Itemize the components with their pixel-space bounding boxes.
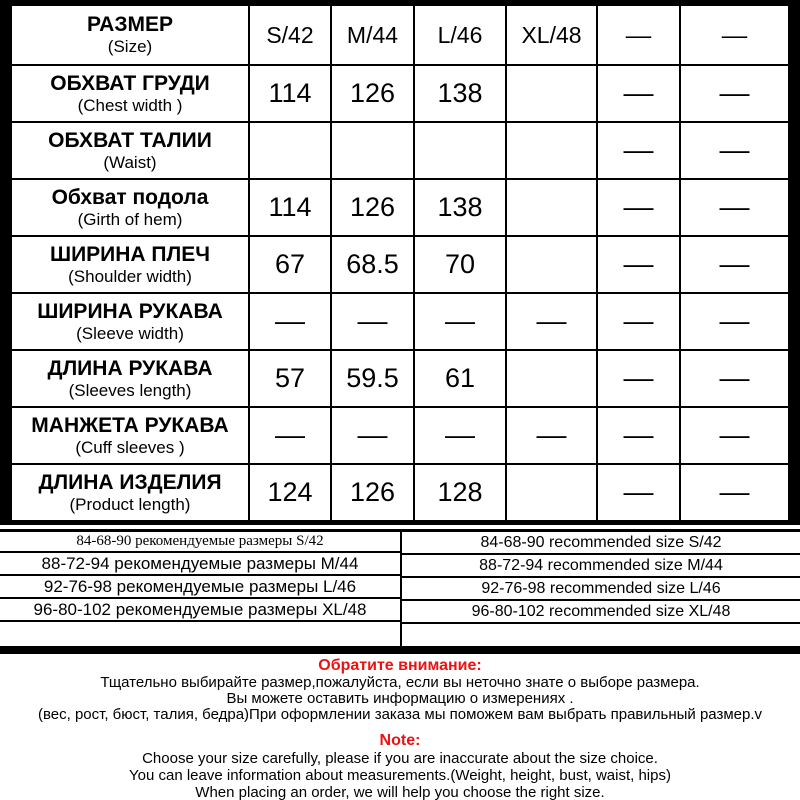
value-cell: 124: [249, 464, 331, 520]
size-cell: M/44: [331, 5, 414, 65]
row-label-ru: Обхват подола: [51, 185, 209, 209]
value-cell: [506, 236, 597, 293]
value-cell: ––: [597, 350, 680, 407]
row-label-ru: МАНЖЕТА РУКАВА: [31, 413, 229, 437]
row-label-sleeve-length: [11, 350, 249, 407]
value-cell: 68.5: [331, 236, 414, 293]
row-label-cuff: [11, 407, 249, 464]
value-cell: [331, 122, 414, 179]
value-cell: ––: [331, 407, 414, 464]
row-label-size: [11, 5, 249, 65]
row-label-ru: ДЛИНА РУКАВА: [47, 356, 213, 380]
note-ru-line: Вы можете оставить информацию о измерениях .: [226, 690, 574, 707]
value-cell: [506, 179, 597, 236]
row-label-product-length: [11, 464, 249, 520]
value-cell: ––: [597, 407, 680, 464]
value-cell: 70: [414, 236, 506, 293]
row-label-en: (Chest width ): [77, 95, 183, 115]
value-cell: 128: [414, 464, 506, 520]
size-cell: XL/48: [506, 5, 597, 65]
row-label-ru: РАЗМЕР: [87, 13, 173, 36]
value-cell: ––: [680, 122, 789, 179]
value-cell: [506, 122, 597, 179]
table-row-product-length: [11, 464, 789, 520]
row-label-en: (Sleeves length): [68, 380, 192, 400]
value-cell: [414, 122, 506, 179]
table-row-cuff: [11, 407, 789, 464]
value-cell: ––: [597, 65, 680, 122]
row-label-chest: [11, 65, 249, 122]
row-label-en: (Sleeve width): [76, 323, 184, 343]
rec-row-en-xl48: 96-80-102 recommended size XL/48: [402, 601, 800, 624]
table-row-size: [11, 5, 789, 65]
value-cell: 126: [331, 65, 414, 122]
table-row-sleeve-width: [11, 293, 789, 350]
note-en-title: Note:: [379, 732, 421, 749]
row-label-en: (Shoulder width): [68, 266, 192, 286]
rec-row-ru-l46: 92-76-98 рекомендуемые размеры L/46: [0, 576, 400, 599]
value-cell: [506, 350, 597, 407]
row-label-en: (Size): [107, 37, 153, 56]
row-label-waist: [11, 122, 249, 179]
recommended-sizes-en: [400, 532, 800, 646]
value-cell: 67: [249, 236, 331, 293]
rec-row-ru-empty: [0, 622, 400, 646]
value-cell: ––: [680, 65, 789, 122]
rec-row-en-l46: 92-76-98 recommended size L/46: [402, 578, 800, 601]
size-cell: ––: [680, 5, 789, 65]
value-cell: ––: [597, 464, 680, 520]
value-cell: ––: [680, 236, 789, 293]
value-cell: 61: [414, 350, 506, 407]
rec-row-ru-xl48: 96-80-102 рекомендуемые размеры XL/48: [0, 599, 400, 622]
note-ru-block: [0, 657, 800, 723]
rec-row-en-m44: 88-72-94 recommended size M/44: [402, 555, 800, 578]
note-gap: [0, 723, 800, 732]
rec-row-ru-m44: 88-72-94 рекомендуемые размеры M/44: [0, 553, 400, 576]
value-cell: ––: [597, 236, 680, 293]
thick-divider-bottom: [0, 646, 800, 654]
value-cell: 114: [249, 65, 331, 122]
notes-section: [0, 654, 800, 800]
value-cell: 57: [249, 350, 331, 407]
note-en-line: You can leave information about measurements.(Weight, height, bust, waist, hips): [129, 767, 671, 784]
table-row-hem: [11, 179, 789, 236]
row-label-ru: ОБХВАТ ГРУДИ: [50, 71, 210, 95]
value-cell: ––: [249, 407, 331, 464]
value-cell: ––: [680, 407, 789, 464]
note-ru-line: (вес, рост, бюст, талия, бедра)При оформлении заказа мы поможем вам выбрать правильный размер.v: [37, 706, 763, 723]
size-cell: ––: [597, 5, 680, 65]
rec-row-ru-s42: 84-68-90 рекомендуемые размеры S/42: [0, 532, 400, 553]
value-cell: ––: [680, 350, 789, 407]
value-cell: ––: [506, 407, 597, 464]
value-cell: ––: [680, 293, 789, 350]
table-row-shoulder: [11, 236, 789, 293]
note-en-line: When placing an order, we will help you choose the right size.: [195, 784, 605, 800]
recommended-sizes-ru: [0, 532, 400, 646]
row-label-ru: ШИРИНА ПЛЕЧ: [49, 242, 211, 266]
value-cell: [249, 122, 331, 179]
rec-row-en-empty: [402, 624, 800, 646]
row-label-ru: ШИРИНА РУКАВА: [37, 299, 223, 323]
value-cell: 126: [331, 464, 414, 520]
value-cell: [506, 65, 597, 122]
value-cell: ––: [680, 179, 789, 236]
value-cell: 114: [249, 179, 331, 236]
row-label-hem: [11, 179, 249, 236]
value-cell: ––: [414, 293, 506, 350]
value-cell: ––: [506, 293, 597, 350]
row-label-en: (Product length): [69, 494, 191, 514]
size-cell: S/42: [249, 5, 331, 65]
row-label-en: (Waist): [103, 152, 157, 172]
row-label-ru: ДЛИНА ИЗДЕЛИЯ: [38, 470, 222, 494]
value-cell: ––: [249, 293, 331, 350]
value-cell: 138: [414, 65, 506, 122]
row-label-ru: ОБХВАТ ТАЛИИ: [48, 128, 212, 152]
note-en-line: Choose your size carefully, please if you are inaccurate about the size choice.: [142, 750, 658, 767]
value-cell: ––: [680, 464, 789, 520]
note-en-block: [0, 732, 800, 800]
value-cell: ––: [597, 122, 680, 179]
value-cell: [506, 464, 597, 520]
table-row-waist: [11, 122, 789, 179]
value-cell: 126: [331, 179, 414, 236]
value-cell: 138: [414, 179, 506, 236]
value-cell: ––: [597, 293, 680, 350]
table-row-chest: [11, 65, 789, 122]
rec-row-en-s42: 84-68-90 recommended size S/42: [402, 532, 800, 555]
row-label-en: (Girth of hem): [77, 209, 183, 229]
value-cell: ––: [597, 179, 680, 236]
table-row-sleeve-length: [11, 350, 789, 407]
recommended-sizes-section: [0, 529, 800, 646]
value-cell: 59.5: [331, 350, 414, 407]
row-label-shoulder: [11, 236, 249, 293]
row-label-en: (Cuff sleeves ): [75, 437, 185, 457]
value-cell: ––: [414, 407, 506, 464]
note-ru-line: Тщательно выбирайте размер,пожалуйста, если вы неточно знате о выборе размера.: [100, 674, 700, 691]
value-cell: ––: [331, 293, 414, 350]
row-label-sleeve-width: [11, 293, 249, 350]
size-cell: L/46: [414, 5, 506, 65]
note-ru-title: Обратите внимание:: [318, 657, 482, 674]
